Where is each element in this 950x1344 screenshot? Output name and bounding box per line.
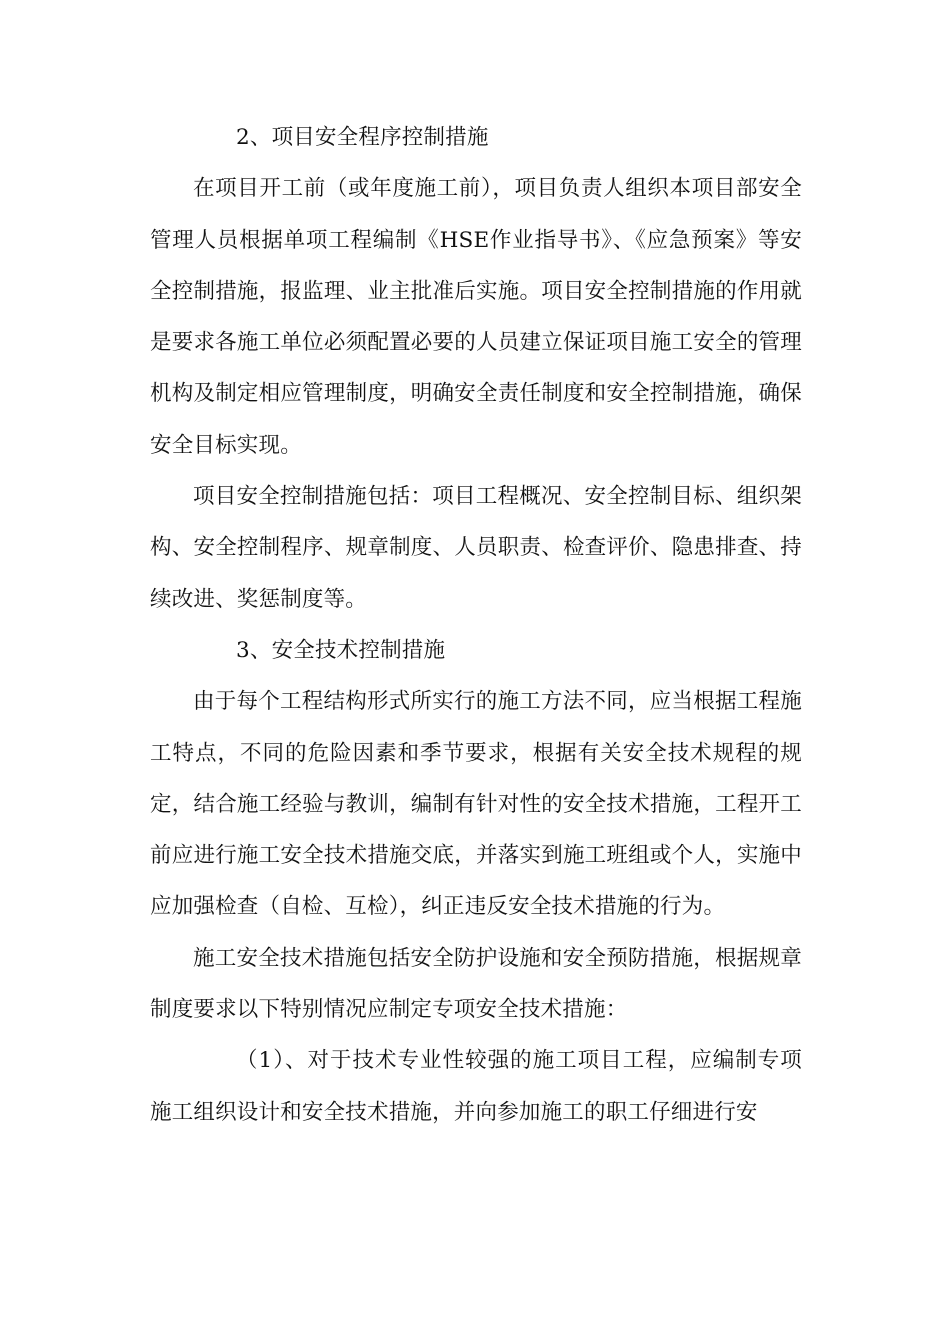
document-body	[150, 112, 802, 1138]
paragraph-3: 由于每个工程结构形式所实行的施工方法不同，应当根据工程施工特点，不同的危险因素和季节要求，根据有关安全技术规程的规定，结合施工经验与教训，编制有针对性的安全技术措施，工程开工前应进行施工安全技术措施交底，并落实到施工班组或个人，实施中应加强检查（自检、互检），纠正违反安全技术措施的行为。	[150, 689, 802, 920]
list-item-1: （1）、对于技术专业性较强的施工项目工程，应编制专项施工组织设计和安全技术措施，并向参加施工的职工仔细进行安	[150, 1048, 802, 1125]
section-heading-3: 3、安全技术控制措施	[236, 637, 446, 663]
paragraph-4: 施工安全技术措施包括安全防护设施和安全预防措施，根据规章制度要求以下特别情况应制定专项安全技术措施：	[150, 945, 802, 1023]
paragraph-2: 项目安全控制措施包括：项目工程概况、安全控制目标、组织架构、安全控制程序、规章制度、人员职责、检查评价、隐患排查、持续改进、奖惩制度等。	[150, 484, 802, 612]
paragraph-1: 在项目开工前（或年度施工前），项目负责人组织本项目部安全管理人员根据单项工程编制《HSE作业指导书》、《应急预案》等安全控制措施，报监理、业主批准后实施。项目安全控制措施的作用就是要求各施工单位必须配置必要的人员建立保证项目施工安全的管理机构及制定相应管理制度，明确安全责任制度和安全控制措施，确保安全目标实现。	[150, 176, 802, 458]
section-heading-2: 2、项目安全程序控制措施	[236, 125, 489, 150]
